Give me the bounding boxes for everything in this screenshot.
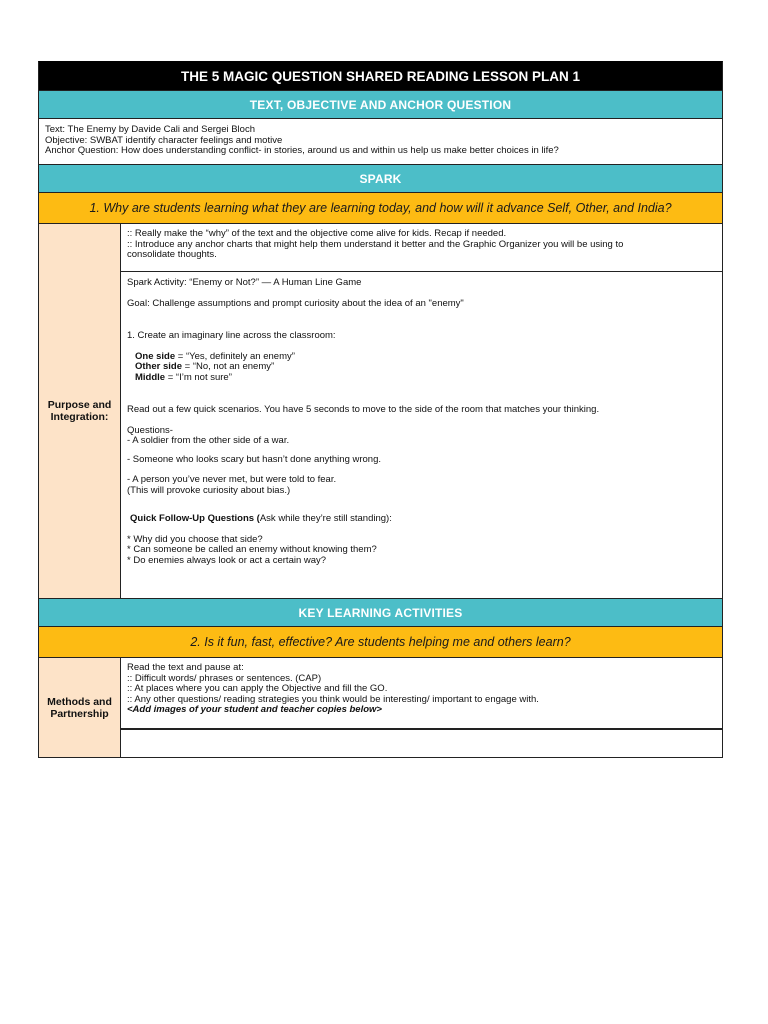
- images-placeholder: [121, 728, 722, 757]
- instruction-line: Read the text and pause at:: [127, 662, 244, 673]
- follow-up-item: * Why did you choose that side?: [127, 533, 263, 545]
- questions-label: Questions-: [127, 424, 173, 436]
- activity-goal: Goal: Challenge assumptions and prompt curiosity about the idea of an "enemy": [127, 297, 464, 309]
- instruction-line: :: Any other questions/ reading strategies you think would be interesting/ important to engage with.: [127, 693, 539, 705]
- side-other: Other side = “No, not an enemy”: [135, 361, 275, 372]
- scenarios-instructions: Read out a few quick scenarios. You have 5 seconds to move to the side of the room that matches your thinking.: [127, 404, 600, 415]
- spark-body: [38, 224, 723, 599]
- intro-line: :: Introduce any anchor charts that might help them understand it better and the Graphic Organizer you will be using to: [127, 238, 624, 250]
- follow-up-item: * Can someone be called an enemy without knowing them?: [127, 544, 377, 555]
- section-header-text-objective: TEXT, OBJECTIVE AND ANCHOR QUESTION: [38, 91, 723, 119]
- key-learning-question: 2. Is it fun, fast, effective? Are students helping me and others learn?: [38, 627, 723, 658]
- spark-activity: [121, 271, 722, 598]
- reading-instructions: [121, 658, 722, 728]
- purpose-integration-label: Purpose and Integration:: [39, 224, 121, 598]
- section-header-spark: SPARK: [38, 165, 723, 193]
- lesson-plan-document: [38, 61, 723, 758]
- key-learning-content: [121, 658, 722, 757]
- spark-question: 1. Why are students learning what they are learning today, and how will it advance Self, Other, and India?: [38, 193, 723, 224]
- intro-line: consolidate thoughts.: [127, 249, 217, 260]
- instruction-line: :: Difficult words/ phrases or sentences. (CAP): [127, 672, 322, 684]
- document-title: THE 5 MAGIC QUESTION SHARED READING LESSON PLAN 1: [38, 61, 723, 91]
- follow-up-item: * Do enemies always look or act a certain way?: [127, 554, 327, 566]
- intro-line: :: Really make the “why” of the text and the objective come alive for kids. Recap if needed.: [127, 228, 507, 239]
- key-learning-body: [38, 658, 723, 758]
- step-1: 1. Create an imaginary line across the classroom:: [127, 330, 336, 341]
- question-item: - A person you’ve never met, but were told to fear.: [127, 474, 337, 485]
- objective-line: Objective: SWBAT identify character feelings and motive: [45, 134, 283, 146]
- question-note: (This will provoke curiosity about bias.): [127, 484, 291, 496]
- section-header-key-learning: KEY LEARNING ACTIVITIES: [38, 599, 723, 627]
- text-objective-info: [38, 119, 723, 165]
- spark-intro: [121, 224, 722, 271]
- instruction-line: :: At places where you can apply the Objective and fill the GO.: [127, 683, 388, 694]
- methods-partnership-label: Methods and Partnership: [39, 658, 121, 757]
- question-item: - A soldier from the other side of a war.: [127, 435, 290, 446]
- question-item: - Someone who looks scary but hasn’t done anything wrong.: [127, 453, 382, 465]
- side-middle: Middle = “I’m not sure”: [135, 371, 232, 383]
- text-line: Text: The Enemy by Davide Cali and Sergei Bloch: [45, 124, 255, 135]
- follow-up-heading: Quick Follow-Up Questions (Ask while they’re still standing):: [130, 513, 392, 524]
- activity-title: Spark Activity: “Enemy or Not?” — A Human Line Game: [127, 277, 362, 288]
- images-note: <Add images of your student and teacher copies below>: [127, 704, 382, 715]
- side-one: One side = “Yes, definitely an enemy”: [135, 350, 295, 362]
- spark-content: [121, 224, 722, 598]
- anchor-question-line: Anchor Question: How does understanding conflict- in stories, around us and within us help us make better choices in life?: [45, 145, 559, 156]
